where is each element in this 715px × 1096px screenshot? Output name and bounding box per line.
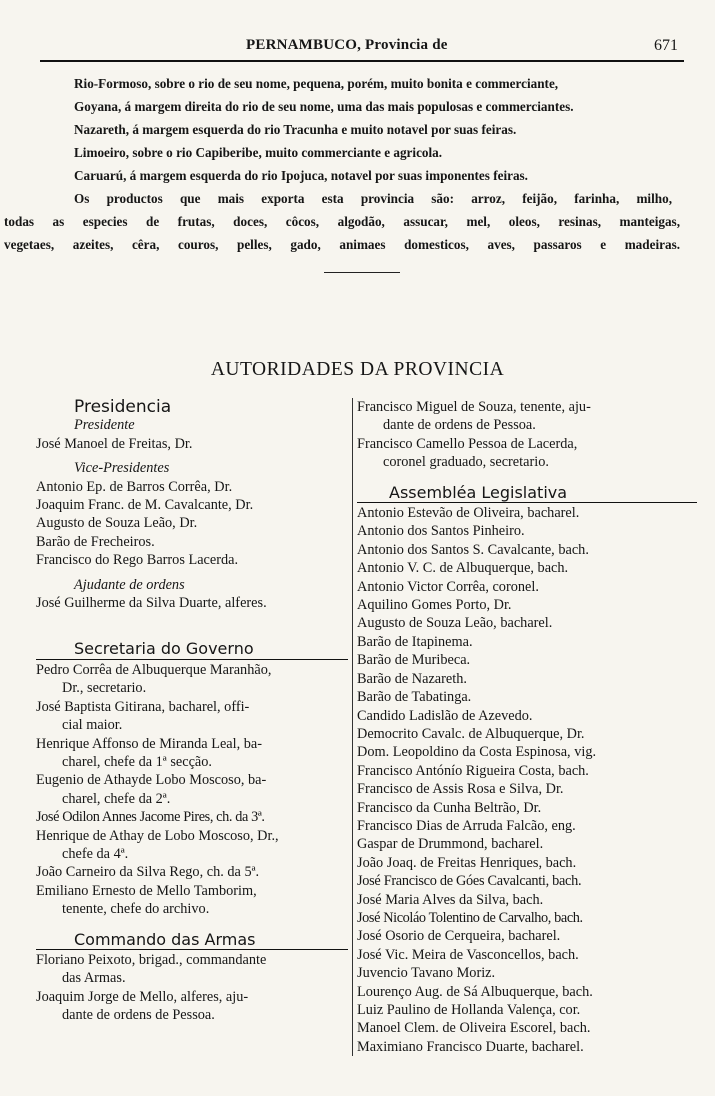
heading-assembleia: Assembléa Legislativa bbox=[389, 482, 568, 502]
assembleia-list bbox=[357, 504, 697, 1056]
list-item: chefe da 4ª. bbox=[62, 845, 129, 862]
heading-presidencia: Presidencia bbox=[74, 397, 172, 417]
member-item: Augusto de Souza Leão, bacharel. bbox=[357, 615, 553, 632]
right-column bbox=[352, 398, 697, 1056]
heading-rule bbox=[357, 502, 697, 503]
page-header bbox=[40, 34, 682, 60]
intro-line: Os productos que mais exporta esta provincia são: arroz, feijão, farinha, milho, bbox=[74, 191, 672, 206]
header-rule bbox=[40, 60, 684, 62]
list-item: tenente, chefe do archivo. bbox=[62, 901, 210, 918]
member-item: José Maria Alves da Silva, bach. bbox=[357, 891, 544, 908]
member-item: Francisco da Cunha Beltrão, Dr. bbox=[357, 799, 542, 816]
vice-item: Barão de Frecheiros. bbox=[36, 533, 155, 550]
list-item: das Armas. bbox=[62, 970, 126, 987]
member-item: José Nicoláo Tolentino de Carvalho, bach. bbox=[357, 909, 583, 926]
heading-rule bbox=[36, 949, 348, 950]
intro-text bbox=[4, 72, 680, 256]
list-item: José Odilon Annes Jacome Pires, ch. da 3ª. bbox=[36, 809, 265, 826]
member-item: Luiz Paulino de Hollanda Valença, cor. bbox=[357, 1002, 581, 1018]
member-item: Antonio Victor Corrêa, coronel. bbox=[357, 578, 539, 595]
list-item: Joaquim Jorge de Mello, alferes, aju- bbox=[36, 988, 249, 1005]
member-item: Barão de Muribeca. bbox=[357, 652, 471, 669]
member-item: Barão de Nazareth. bbox=[357, 670, 467, 687]
heading-rule bbox=[36, 659, 348, 660]
member-item: Democrito Cavalc. de Albuquerque, Dr. bbox=[357, 725, 585, 742]
list-item: João Carneiro da Silva Rego, ch. da 5ª. bbox=[36, 864, 260, 881]
presidente-name: José Manoel de Freitas, Dr. bbox=[36, 435, 193, 452]
intro-line: Caruarú, á margem esquerda do rio Ipojuca, notavel por suas imponentes feiras. bbox=[74, 168, 528, 183]
intro-line: vegetaes, azeites, cêra, couros, pelles, gado, animaes domesticos, aves, passaros e madeiras. bbox=[4, 237, 680, 252]
member-item: Aquilino Gomes Porto, Dr. bbox=[357, 597, 512, 614]
ajudante-name: José Guilherme da Silva Duarte, alferes. bbox=[36, 595, 267, 612]
list-item: dante de ordens de Pessoa. bbox=[62, 1007, 215, 1024]
member-item: Barão de Itapinema. bbox=[357, 633, 473, 650]
member-item: Francisco Dias de Arruda Falcão, eng. bbox=[357, 817, 576, 834]
list-item: cial maior. bbox=[62, 717, 123, 734]
list-item: Eugenio de Athayde Lobo Moscoso, ba- bbox=[36, 772, 267, 789]
member-item: José Osorio de Cerqueira, bacharel. bbox=[357, 928, 561, 945]
list-item: Emiliano Ernesto de Mello Tamborim, bbox=[36, 882, 257, 899]
section-title: AUTORIDADES DA PROVINCIA bbox=[210, 359, 505, 380]
member-item: Gaspar de Drummond, bacharel. bbox=[357, 836, 544, 853]
presidente-label: Presidente bbox=[74, 417, 135, 434]
heading-armas: Commando das Armas bbox=[74, 929, 256, 949]
member-item: José Francisco de Góes Cavalcanti, bach. bbox=[357, 873, 582, 890]
vice-item: Francisco do Rego Barros Lacerda. bbox=[36, 552, 239, 569]
member-item: Candido Ladislão de Azevedo. bbox=[357, 707, 533, 724]
member-item: Barão de Tabatinga. bbox=[357, 689, 472, 706]
intro-line: Limoeiro, sobre o rio Capiberibe, muito commerciante e agricola. bbox=[74, 145, 443, 160]
list-item: Pedro Corrêa de Albuquerque Maranhão, bbox=[36, 661, 272, 678]
list-item: coronel graduado, secretario. bbox=[383, 454, 549, 471]
list-item: Henrique de Athay de Lobo Moscoso, Dr., bbox=[36, 827, 279, 844]
member-item: Manoel Clem. de Oliveira Escorel, bach. bbox=[357, 1020, 591, 1037]
list-item: Henrique Affonso de Miranda Leal, ba- bbox=[36, 735, 263, 752]
ajudante-label: Ajudante de ordens bbox=[74, 576, 185, 593]
list-item: Francisco Miguel de Souza, tenente, aju- bbox=[357, 399, 591, 415]
page-number: 671 bbox=[654, 37, 678, 54]
intro-line: Nazareth, á margem esquerda do rio Tracunha e muito notavel por suas feiras. bbox=[74, 122, 517, 137]
intro-line: Goyana, á margem direita do rio de seu nome, uma das mais populosas e commerciantes. bbox=[74, 99, 574, 114]
list-item: Francisco Camello Pessoa de Lacerda, bbox=[357, 435, 578, 452]
list-item: dante de ordens de Pessoa. bbox=[383, 417, 536, 434]
vice-item: Joaquim Franc. de M. Cavalcante, Dr. bbox=[36, 497, 254, 514]
list-item: charel, chefe da 1ª secção. bbox=[62, 753, 212, 770]
member-item: Dom. Leopoldino da Costa Espinosa, vig. bbox=[357, 744, 597, 761]
section-divider bbox=[324, 272, 400, 273]
member-item: João Joaq. de Freitas Henriques, bach. bbox=[357, 854, 577, 871]
member-item: Antonio V. C. de Albuquerque, bach. bbox=[357, 560, 569, 577]
vice-item: Augusto de Souza Leão, Dr. bbox=[36, 515, 198, 532]
list-item: Dr., secretario. bbox=[62, 680, 147, 697]
member-item: Lourenço Aug. de Sá Albuquerque, bach. bbox=[357, 983, 593, 1000]
member-item: Francisco de Assis Rosa e Silva, Dr. bbox=[357, 781, 564, 798]
member-item: Antonio dos Santos Pinheiro. bbox=[357, 523, 525, 540]
member-item: Maximiano Francisco Duarte, bacharel. bbox=[357, 1038, 584, 1055]
left-column bbox=[36, 398, 348, 1025]
intro-line: todas as especies de frutas, doces, côcos, algodão, assucar, mel, oleos, resinas, manteigas, bbox=[4, 214, 680, 229]
member-item: Antonio Estevão de Oliveira, bacharel. bbox=[357, 505, 580, 522]
vice-item: Antonio Ep. de Barros Corrêa, Dr. bbox=[36, 478, 233, 495]
running-title: PERNAMBUCO, Provincia de bbox=[246, 37, 448, 53]
list-item: José Baptista Gitirana, bacharel, offi- bbox=[36, 698, 250, 715]
member-item: José Vic. Meira de Vasconcellos, bach. bbox=[357, 946, 579, 963]
vice-label: Vice-Presidentes bbox=[74, 460, 170, 477]
member-item: Francisco Antónío Rigueira Costa, bach. bbox=[357, 762, 589, 779]
list-item: charel, chefe da 2ª. bbox=[62, 790, 171, 807]
member-item: Antonio dos Santos S. Cavalcante, bach. bbox=[357, 541, 589, 558]
intro-line: Rio-Formoso, sobre o rio de seu nome, pequena, porém, muito bonita e commerciante, bbox=[74, 76, 559, 91]
list-item: Floriano Peixoto, brigad., commandante bbox=[36, 951, 267, 968]
heading-secretaria: Secretaria do Governo bbox=[74, 639, 254, 659]
member-item: Juvencio Tavano Moriz. bbox=[357, 965, 496, 982]
